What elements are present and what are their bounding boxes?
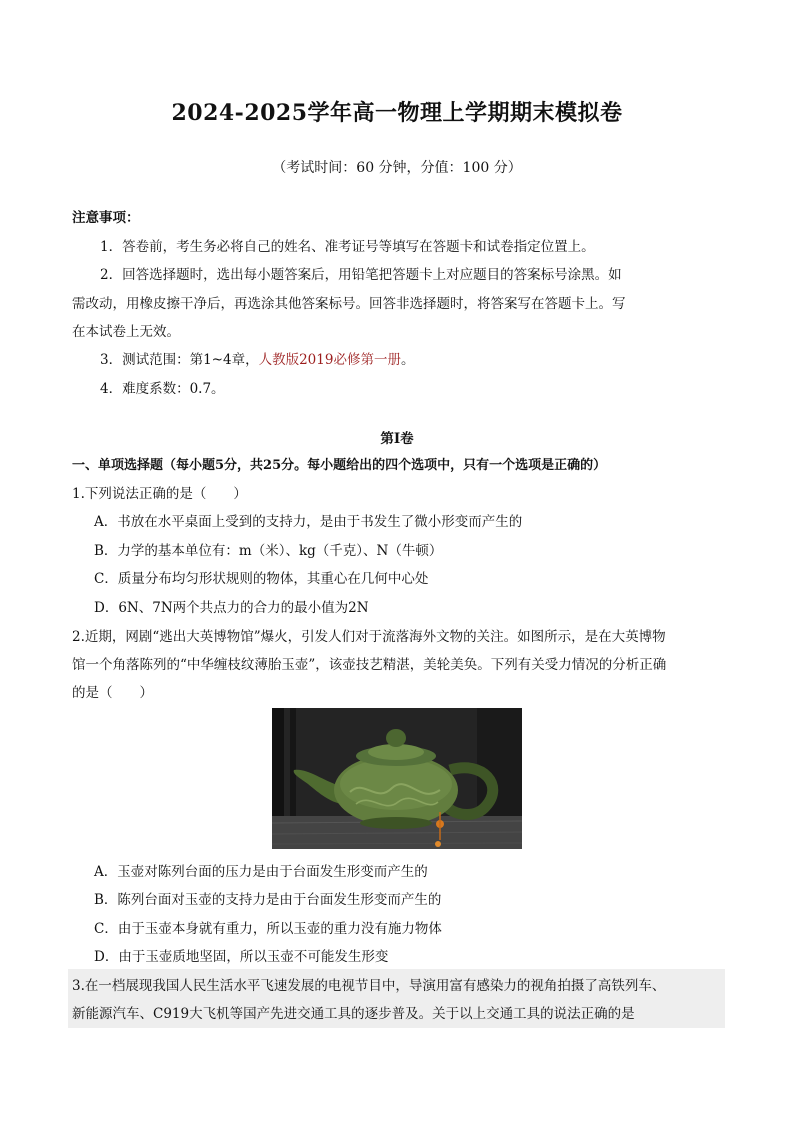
question-1-option-a: A．书放在水平桌面上受到的支持力，是由于书发生了微小形变而产生的: [94, 514, 523, 530]
note-item-2-line-2: 需改动，用橡皮擦干净后，再选涂其他答案标号。回答非选择题时，将答案写在答题卡上。写: [72, 296, 626, 312]
question-2-stem-line-1: 2.近期，网剧“逃出大英博物馆”爆火，引发人们对于流落海外文物的关注。如图所示，是在大英博物: [72, 629, 666, 645]
page-title: 2024-2025学年高一物理上学期期末模拟卷: [171, 100, 623, 126]
teapot-photo: [272, 708, 522, 849]
note-item-3-prefix: 3．测试范围：第1~4章，: [100, 352, 259, 368]
question-2-stem-line-3: 的是（ ）: [72, 685, 153, 701]
note-item-2-line-1: 2．回答选择题时，选出每小题答案后，用铅笔把答题卡上对应题目的答案标号涂黑。如: [100, 267, 622, 283]
note-item-3-suffix: 。: [400, 352, 415, 368]
question-1-stem: 1.下列说法正确的是（ ）: [72, 486, 247, 502]
question-2-stem-line-2: 馆一个角落陈列的“中华缠枝纹薄胎玉壶”，该壶技艺精湛，美轮美奂。下列有关受力情况的分析正确: [72, 657, 667, 673]
question-3-stem-line-1: 3.在一档展现我国人民生活水平飞速发展的电视节目中，导演用富有感染力的视角拍摄了高铁列车、: [72, 978, 666, 994]
notes-heading: 注意事项：: [72, 210, 140, 226]
teapot-illustration: [272, 708, 522, 849]
section-heading: 一、单项选择题（每小题5分，共25分。每小题给出的四个选项中，只有一个选项是正确的）: [72, 458, 607, 473]
question-2-option-a: A．玉壶对陈列台面的压力是由于台面发生形变而产生的: [94, 864, 428, 880]
question-1-option-c: C．质量分布均匀形状规则的物体，其重心在几何中心处: [94, 571, 429, 587]
volume-label: 第Ⅰ卷: [380, 431, 414, 447]
note-item-2-line-3: 在本试卷上无效。: [72, 324, 180, 340]
question-2-option-d: D．由于玉壶质地坚固，所以玉壶不可能发生形变: [94, 949, 389, 965]
question-2-option-b: B．陈列台面对玉壶的支持力是由于台面发生形变而产生的: [94, 892, 442, 908]
note-item-3: [100, 348, 414, 368]
question-1-option-b: B．力学的基本单位有：m（米）、kg（千克）、N（牛顿）: [94, 543, 443, 559]
question-1-option-d: D．6N、7N两个共点力的合力的最小值为2N: [94, 600, 369, 616]
note-item-1: 1．答卷前，考生务必将自己的姓名、准考证号等填写在答题卡和试卷指定位置上。: [100, 239, 595, 255]
note-item-4: 4．难度系数：0.7。: [100, 381, 225, 397]
exam-info: （考试时间：60 分钟，分值：100 分）: [272, 160, 522, 176]
question-3-stem-line-2: 新能源汽车、C919大飞机等国产先进交通工具的逐步普及。关于以上交通工具的说法正确的是: [72, 1006, 635, 1022]
question-2-option-c: C．由于玉壶本身就有重力，所以玉壶的重力没有施力物体: [94, 921, 442, 937]
textbook-edition: 人教版2019必修第一册: [258, 352, 401, 368]
